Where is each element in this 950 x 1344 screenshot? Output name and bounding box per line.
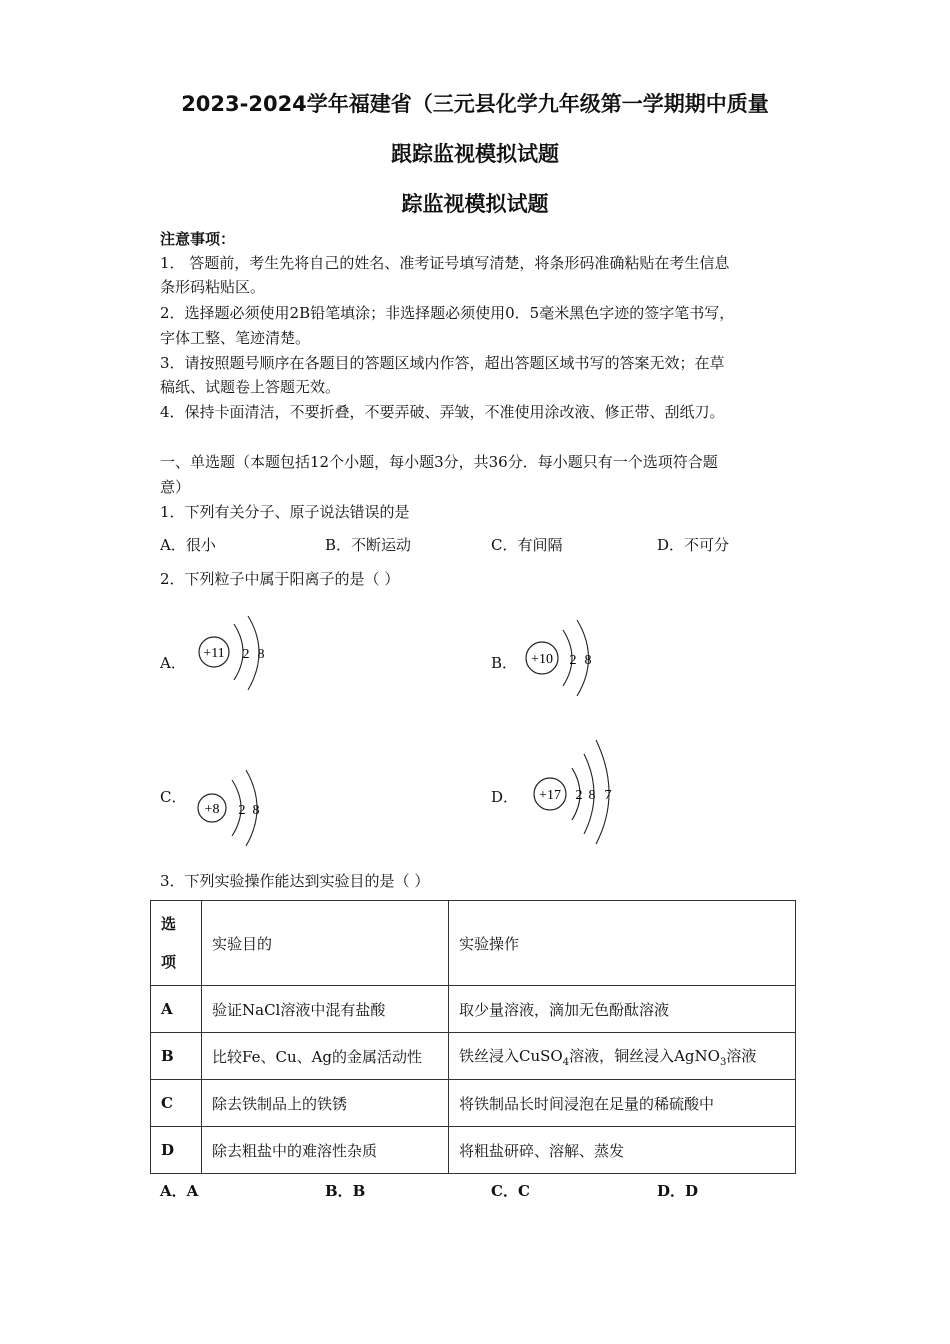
shell-electrons: 8 [588, 788, 596, 803]
atom-diagram-c [190, 764, 280, 850]
q1-option-a[interactable]: A．很小 [160, 536, 216, 554]
row-option: D [151, 1127, 202, 1174]
row-operation: 取少量溶液，滴加无色酚酞溶液 [449, 986, 796, 1033]
q3-answer-d[interactable]: D．D [657, 1182, 699, 1200]
row-option: A [151, 986, 202, 1033]
notice-item-1: 1． 答题前，考生先将自己的姓名、准考证号填写清楚，将条形码准确粘贴在考生信息 [160, 254, 730, 272]
notice-item-2-cont: 字体工整、笔迹清楚。 [160, 329, 311, 347]
operation-part: 溶液 [726, 1046, 757, 1065]
atom-diagram-d [528, 736, 628, 848]
nucleus-charge: +17 [539, 788, 561, 803]
notice-item-3-cont: 稿纸、试题卷上答题无效。 [160, 378, 341, 396]
q2-option-b-label[interactable]: B． [491, 654, 518, 672]
shell-electrons: 8 [584, 653, 592, 668]
row-operation: 将铁制品长时间浸泡在足量的稀硫酸中 [449, 1080, 796, 1127]
page-title-line2: 跟踪监视模拟试题 [391, 142, 559, 166]
notice-item-2: 2．选择题必须使用2B铅笔填涂；非选择题必须使用0．5毫米黑色字迹的签字笔书写， [160, 304, 735, 322]
subscript: 3 [719, 1056, 727, 1068]
section-heading: 一、单选题（本题包括12个小题，每小题3分，共36分．每小题只有一个选项符合题 [160, 453, 718, 471]
operation-part: 铁丝浸入CuSO [459, 1046, 563, 1065]
header-option [151, 901, 202, 986]
experiment-table [150, 900, 796, 1174]
notice-heading: 注意事项： [160, 230, 236, 248]
shell-electrons: 2 [242, 647, 250, 662]
row-option: C [151, 1080, 202, 1127]
q3-answer-a[interactable]: A．A [160, 1182, 199, 1200]
row-option: B [151, 1033, 202, 1080]
q1-option-b[interactable]: B．不断运动 [325, 536, 412, 554]
q1-option-d[interactable]: D．不可分 [657, 536, 730, 554]
page-title-line3: 踪监视模拟试题 [401, 192, 549, 216]
notice-item-4: 4．保持卡面清洁，不要折叠，不要弄破、弄皱，不准使用涂改液、修正带、刮纸刀。 [160, 403, 725, 421]
question-3-stem: 3．下列实验操作能达到实验目的是（ ） [160, 872, 430, 890]
nucleus-charge: +8 [204, 802, 220, 817]
table-row [151, 1127, 796, 1174]
page-title: 2023-2024学年福建省（三元县化学九年级第一学期期中质量 [181, 92, 769, 116]
header-purpose: 实验目的 [202, 901, 449, 986]
q3-answer-c[interactable]: C．C [491, 1182, 530, 1200]
header-option-top: 选 [161, 915, 177, 933]
q2-option-c-label[interactable]: C． [160, 788, 187, 806]
header-option-bottom: 项 [161, 953, 177, 971]
row-purpose: 除去铁制品上的铁锈 [202, 1080, 449, 1127]
nucleus-charge: +10 [531, 652, 553, 667]
notice-item-1-cont: 条形码粘贴区。 [160, 278, 266, 296]
question-1-stem: 1．下列有关分子、原子说法错误的是 [160, 503, 410, 521]
table-row [151, 1033, 796, 1080]
q3-answer-b[interactable]: B．B [325, 1182, 366, 1200]
table-header-row [151, 901, 796, 986]
shell-electrons: 8 [257, 647, 265, 662]
row-operation: 将粗盐研碎、溶解、蒸发 [449, 1127, 796, 1174]
shell-electrons: 7 [604, 788, 612, 803]
shell-electrons: 8 [252, 803, 260, 818]
subscript: 4 [562, 1056, 570, 1068]
question-2-stem: 2．下列粒子中属于阳离子的是（ ） [160, 570, 400, 588]
notice-item-3: 3．请按照题号顺序在各题目的答题区域内作答，超出答题区域书写的答案无效；在草 [160, 354, 725, 372]
row-operation [449, 1033, 796, 1080]
atom-diagram-b [518, 614, 608, 700]
nucleus-charge: +11 [203, 646, 225, 661]
shell-electrons: 2 [575, 788, 583, 803]
shell-electrons: 2 [238, 803, 246, 818]
table-row [151, 986, 796, 1033]
q2-option-d-label[interactable]: D． [491, 788, 519, 806]
header-operation: 实验操作 [449, 901, 796, 986]
row-purpose: 除去粗盐中的难溶性杂质 [202, 1127, 449, 1174]
section-heading-cont: 意） [160, 478, 191, 496]
q1-option-c[interactable]: C．有间隔 [491, 536, 563, 554]
operation-part: 溶液，铜丝浸入AgNO [569, 1046, 720, 1065]
q2-option-a-label[interactable]: A． [160, 654, 186, 672]
row-purpose: 比较Fe、Cu、Ag的金属活动性 [202, 1033, 449, 1080]
shell-electrons: 2 [569, 653, 577, 668]
table-row [151, 1080, 796, 1127]
atom-diagram-a [190, 612, 280, 698]
row-purpose: 验证NaCl溶液中混有盐酸 [202, 986, 449, 1033]
